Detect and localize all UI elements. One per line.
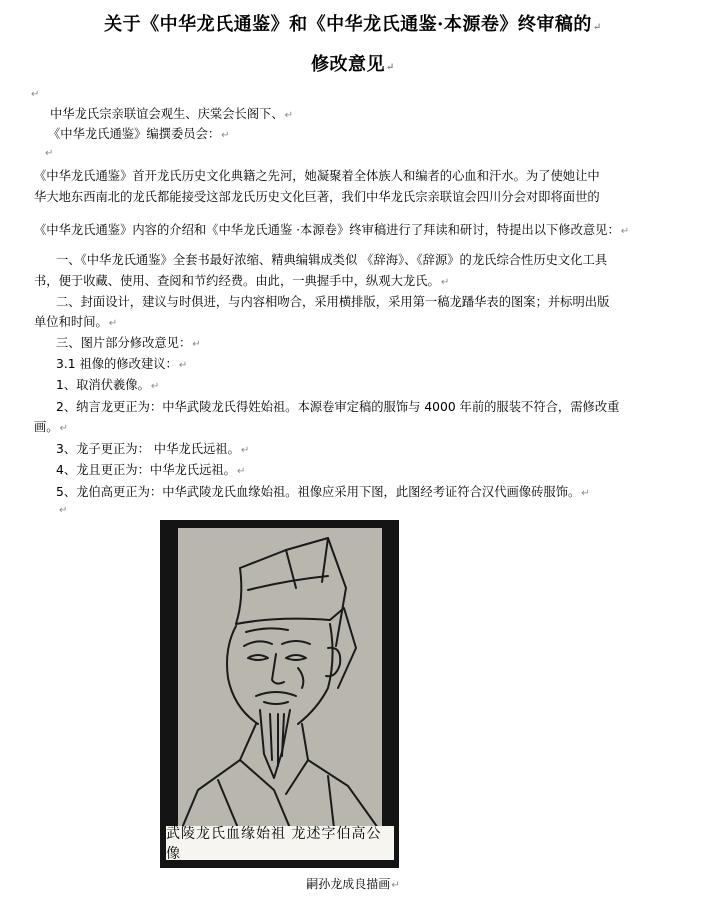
- paragraph-mark: ↵: [45, 148, 54, 159]
- item-1-line-2: 书，便于收藏、使用、查阅和节约经费。由此，一典握手中，纵观大龙氏。↵: [34, 274, 450, 288]
- point-3: 3、龙子更正为： 中华龙氏远祖。↵: [56, 442, 250, 456]
- point-2-line-2: 画。↵: [34, 420, 68, 434]
- item-3: 三、图片部分修改意见：↵: [56, 336, 201, 350]
- item-1-line-1: 一、《中华龙氏通鉴》全套书最好浓缩、精典编辑成类似 《辞海》、《辞源》的龙氏综合性历史文化工具: [56, 253, 608, 267]
- item-2-line-2: 单位和时间。↵: [34, 315, 118, 329]
- portrait-credit: 嗣孙龙成良描画↵: [306, 877, 400, 891]
- portrait-drawing: [178, 528, 382, 828]
- paragraph-mark: ↵: [59, 505, 68, 516]
- portrait-caption: 武陵龙氏血缘始祖 龙述字伯高公像: [166, 826, 394, 860]
- intro-line-2: 华大地东西南北的龙氏都能接受这部龙氏历史文化巨著，我们中华龙氏宗亲联谊会四川分会对即将面世的: [34, 190, 600, 204]
- ancestor-portrait: [160, 520, 399, 868]
- intro-line-3: 《中华龙氏通鉴》内容的介绍和《中华龙氏通鉴 ·本源卷》终审稿进行了拜读和研讨，特提出以下修改意见：↵: [34, 223, 630, 237]
- document-title-line-2: 修改意见↵: [311, 54, 395, 75]
- item-2-line-1: 二、封面设计，建议与时俱进，与内容相吻合，采用横排版，采用第一稿龙蹯华表的图案；并标明出版: [56, 295, 610, 309]
- point-4: 4、龙且更正为：中华龙氏远祖。↵: [56, 463, 246, 477]
- addressee-line-1: 中华龙氏宗亲联谊会观生、庆棠会长阁下、↵: [50, 107, 294, 121]
- point-5: 5、龙伯高更正为：中华武陵龙氏血缘始祖。祖像应采用下图，此图经考证符合汉代画像砖服饰。↵: [56, 485, 590, 499]
- addressee-line-2: 《中华龙氏通鉴》编撰委员会：↵: [48, 127, 230, 141]
- point-2-line-1: 2、纳言龙更正为：中华武陵龙氏得姓始祖。本源卷审定稿的服饰与 4000 年前的服装不符合，需修改重: [56, 400, 620, 414]
- intro-line-1: 《中华龙氏通鉴》首开龙氏历史文化典籍之先河，她凝聚着全体族人和编者的心血和汗水。为了使她让中: [34, 169, 600, 183]
- document-title-line-1: 关于《中华龙氏通鉴》和《中华龙氏通鉴·本源卷》终审稿的↵: [104, 14, 602, 35]
- section-3-1: 3.1 祖像的修改建议：↵: [56, 357, 188, 371]
- point-1: 1、取消伏羲像。↵: [56, 378, 160, 392]
- portrait-sketch-icon: [178, 528, 382, 828]
- paragraph-mark: ↵: [31, 89, 40, 100]
